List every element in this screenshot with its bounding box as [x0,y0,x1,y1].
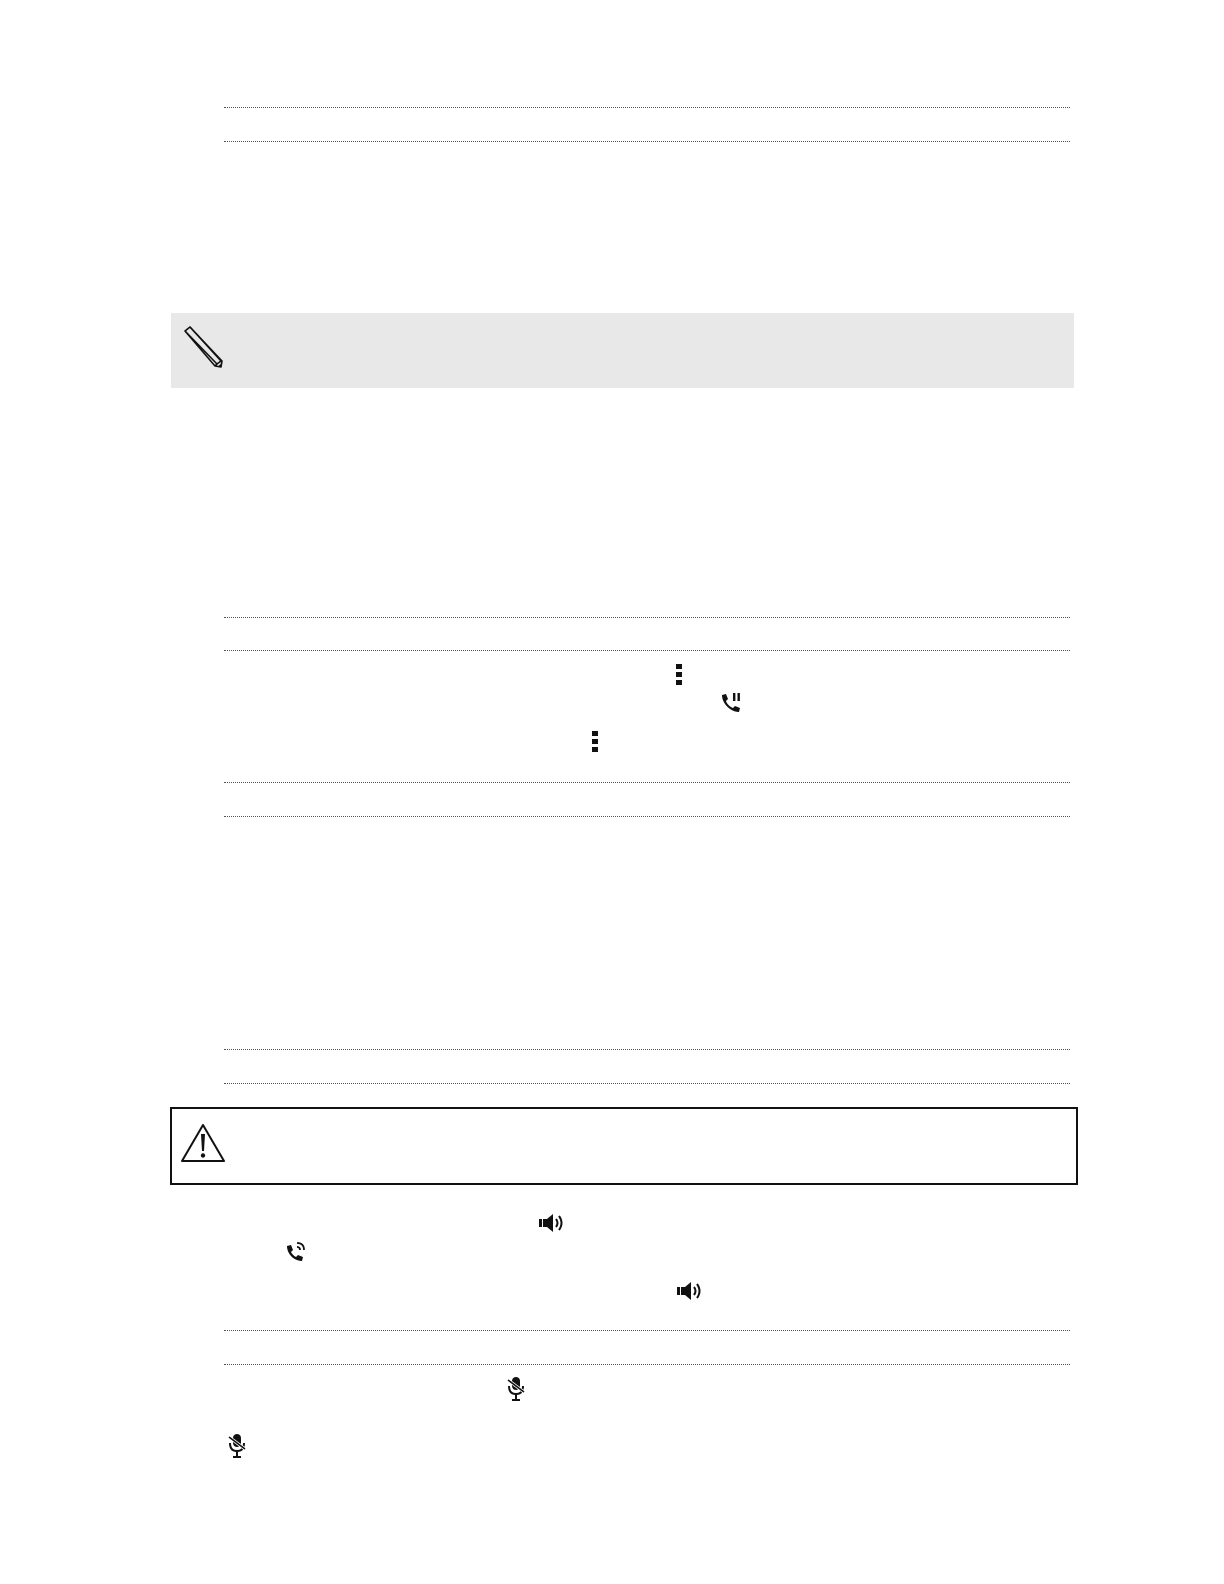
more-vertical-icon [676,664,683,686]
mute-mic-icon [506,1376,526,1402]
section-rule [224,782,1070,783]
pencil-icon [181,325,225,369]
warning-triangle-icon [179,1122,227,1164]
section-rule [224,617,1070,618]
section-rule [224,816,1070,817]
mute-mic-icon [227,1433,247,1459]
section-rule [224,1049,1070,1050]
note-box [171,313,1074,388]
phone-ringing-icon [285,1241,307,1263]
section-rule [224,141,1070,142]
call-hold-icon [720,692,742,714]
section-rule [224,1330,1070,1331]
section-rule [224,107,1070,108]
speaker-icon [539,1212,567,1234]
section-rule [224,650,1070,651]
caution-box [170,1107,1078,1185]
speaker-icon [677,1280,705,1302]
section-rule [224,1083,1070,1084]
more-vertical-icon [592,731,599,753]
section-rule [224,1364,1070,1365]
